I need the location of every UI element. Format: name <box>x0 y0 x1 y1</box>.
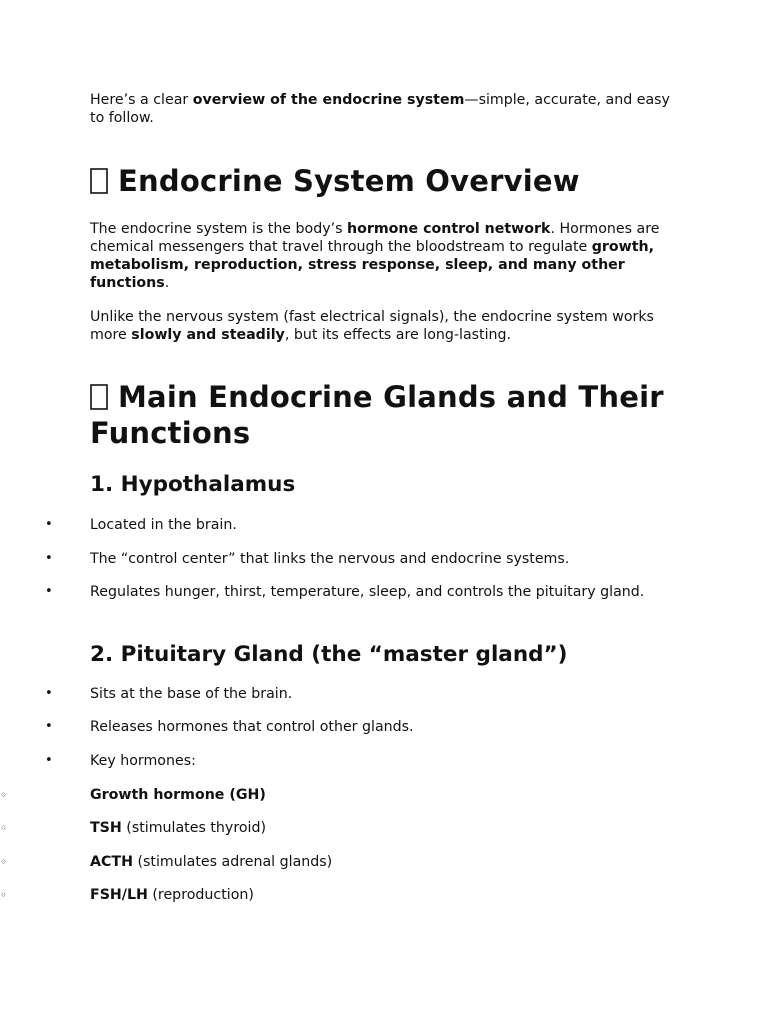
intro-text-end: —simple, accurate, and easy to follow. <box>90 92 670 126</box>
subheading-hypothalamus: 1. Hypothalamus <box>90 472 296 497</box>
list-item <box>45 685 680 703</box>
hormone-name: Growth hormone (GH) <box>90 786 266 803</box>
bullet-icon: • <box>45 752 53 768</box>
hormone-item <box>0 786 680 804</box>
overview-p1-bold-b: growth, metabolism, reproduction, stress response, sleep, and many other functions <box>90 239 655 291</box>
list-item-text: Sits at the base of the brain. <box>90 685 293 702</box>
overview-p1-text-a: The endocrine system is the body’s <box>90 221 348 237</box>
hormone-item <box>0 819 680 837</box>
section-heading-glands-text: Main Endocrine Glands and Their Functions <box>90 380 664 450</box>
sub-bullet-icon: ◦ <box>0 854 8 869</box>
bullet-icon: • <box>45 719 53 735</box>
hormone-name: FSH/LH <box>90 887 148 904</box>
hypothalamus-list <box>45 516 680 601</box>
section-heading-overview <box>90 163 680 199</box>
section-heading-overview-text: Endocrine System Overview <box>118 164 580 198</box>
list-item <box>45 516 680 534</box>
intro-text: Here’s a clear <box>90 92 193 108</box>
overview-paragraph-1 <box>90 220 680 292</box>
pituitary-list <box>45 685 680 770</box>
document-content <box>0 91 680 920</box>
list-item <box>45 718 680 736</box>
hormone-item <box>0 886 680 904</box>
overview-paragraph-2 <box>90 308 680 344</box>
overview-p1-bold-a: hormone control network <box>347 221 551 237</box>
hormone-name: TSH <box>90 820 122 837</box>
list-item <box>45 752 680 770</box>
bullet-icon: • <box>45 584 53 600</box>
hormone-name: ACTH <box>90 853 133 870</box>
hormone-item <box>0 853 680 871</box>
section-heading-glands <box>90 379 680 451</box>
overview-p2-text-b: , but its effects are long-lasting. <box>284 327 512 343</box>
hormone-desc: (stimulates adrenal glands) <box>132 853 333 870</box>
bullet-icon: • <box>45 550 53 566</box>
list-item-text: Releases hormones that control other glands. <box>90 719 414 736</box>
intro-bold: overview of the endocrine system <box>192 92 465 108</box>
overview-p1-text-b: . Hormones are chemical messengers that travel through the bloodstream to regulate <box>90 221 660 255</box>
list-item-text: Regulates hunger, thirst, temperature, sleep, and controls the pituitary gland. <box>90 584 645 601</box>
list-item <box>45 583 680 601</box>
subheading-pituitary: 2. Pituitary Gland (the “master gland”) <box>90 641 568 667</box>
sub-bullet-icon: ◦ <box>0 888 8 903</box>
overview-p1-text-c: . <box>164 275 170 291</box>
list-item-text: Located in the brain. <box>90 517 237 533</box>
overview-p2-bold: slowly and steadily <box>131 327 285 343</box>
bullet-icon: • <box>45 685 53 701</box>
hormone-desc: (reproduction) <box>147 887 254 904</box>
hormone-list <box>0 786 680 905</box>
spacer <box>90 617 680 641</box>
bullet-icon: • <box>45 517 53 532</box>
overview-p2-text-a: Unlike the nervous system (fast electrical signals), the endocrine system works more <box>90 309 654 343</box>
list-item-text: The “control center” that links the nervous and endocrine systems. <box>90 550 570 567</box>
hormone-desc: (stimulates thyroid) <box>121 820 266 837</box>
intro-paragraph <box>90 91 680 127</box>
sub-bullet-icon: ◦ <box>0 787 8 802</box>
sub-bullet-icon: ◦ <box>0 821 8 836</box>
missing-glyph-box-icon <box>90 168 108 194</box>
list-item <box>45 550 680 568</box>
missing-glyph-box-icon <box>90 384 108 410</box>
list-item-text: Key hormones: <box>90 752 196 769</box>
